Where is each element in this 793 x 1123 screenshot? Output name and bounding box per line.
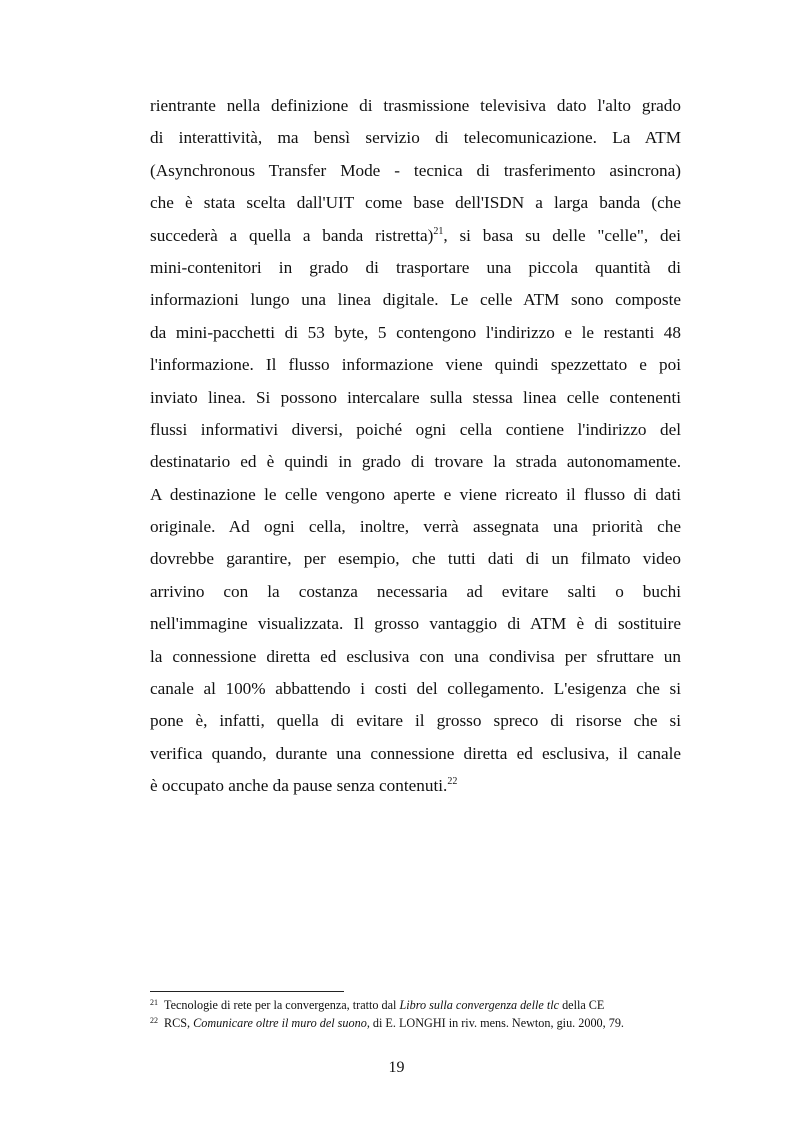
text-segment: , si basa su delle "celle", dei <box>443 225 681 245</box>
text-line: rientrante nella definizione di trasmissione televisiva dato l'alto grado <box>150 96 681 115</box>
text-line: verifica quando, durante una connessione diretta ed esclusiva, il canale <box>150 743 681 763</box>
footnote-text: della CE <box>559 998 605 1012</box>
text-line: A destinazione le celle vengono aperte e viene ricreato il flusso di dati <box>150 484 681 504</box>
footnote-separator <box>150 991 344 992</box>
footnote-text: RCS, <box>164 1016 194 1030</box>
text-line: (Asynchronous Transfer Mode - tecnica di trasferimento asincrona) <box>150 160 681 180</box>
footnote-number: 21 <box>150 998 158 1007</box>
footnote-ref-22: 22 <box>447 776 458 788</box>
footnote-title: Comunicare oltre il muro del suono <box>193 1016 367 1030</box>
text-line: arrivino con la costanza necessaria ad evitare salti o buchi <box>150 581 681 601</box>
text-line: destinatario ed è quindi in grado di trovare la strada autonomamente. <box>150 452 681 472</box>
text-line <box>150 220 681 252</box>
text-line: dovrebbe garantire, per esempio, che tutti dati di un filmato video <box>150 549 681 569</box>
text-line: flussi informativi diversi, poiché ogni cella contiene l'indirizzo del <box>150 419 681 439</box>
text-line: originale. Ad ogni cella, inoltre, verrà assegnata una priorità che <box>150 517 681 537</box>
text-line <box>150 770 681 802</box>
footnote-title: Libro sulla convergenza delle tlc <box>399 998 560 1012</box>
text-line: da mini-pacchetti di 53 byte, 5 contengono l'indirizzo e le restanti 48 <box>150 322 681 342</box>
body-text <box>150 90 681 803</box>
text-line: l'informazione. Il flusso informazione viene quindi spezzettato e poi <box>150 355 681 375</box>
footnotes <box>150 997 710 1033</box>
text-line: nell'immagine visualizzata. Il grosso vantaggio di ATM è di sostituire <box>150 614 681 634</box>
text-line: mini-contenitori in grado di trasportare una piccola quantità di <box>150 257 681 277</box>
footnote-21 <box>150 997 710 1015</box>
footnote-text: , di E. LONGHI in riv. mens. Newton, giu. 2000, 79. <box>366 1016 624 1030</box>
footnote-number: 22 <box>150 1016 158 1025</box>
text-segment: succederà a quella a banda ristretta) <box>150 225 434 245</box>
text-segment: è occupato anche da pause senza contenuti. <box>150 776 448 796</box>
footnote-ref-21: 21 <box>433 225 444 237</box>
text-line: pone è, infatti, quella di evitare il grosso spreco di risorse che si <box>150 711 681 731</box>
page-number: 19 <box>388 1059 405 1076</box>
text-line: la connessione diretta ed esclusiva con una condivisa per sfruttare un <box>150 646 681 666</box>
text-line: che è stata scelta dall'UIT come base dell'ISDN a larga banda (che <box>150 193 681 213</box>
footnote-text: Tecnologie di rete per la convergenza, tratto dal <box>164 998 400 1012</box>
footnote-22 <box>150 1015 710 1033</box>
text-line: inviato linea. Si possono intercalare sulla stessa linea celle contenenti <box>150 387 681 407</box>
text-line: informazioni lungo una linea digitale. Le celle ATM sono composte <box>150 290 681 310</box>
text-line: di interattività, ma bensì servizio di telecomunicazione. La ATM <box>150 128 681 148</box>
text-line: canale al 100% abbattendo i costi del collegamento. L'esigenza che si <box>150 679 681 699</box>
